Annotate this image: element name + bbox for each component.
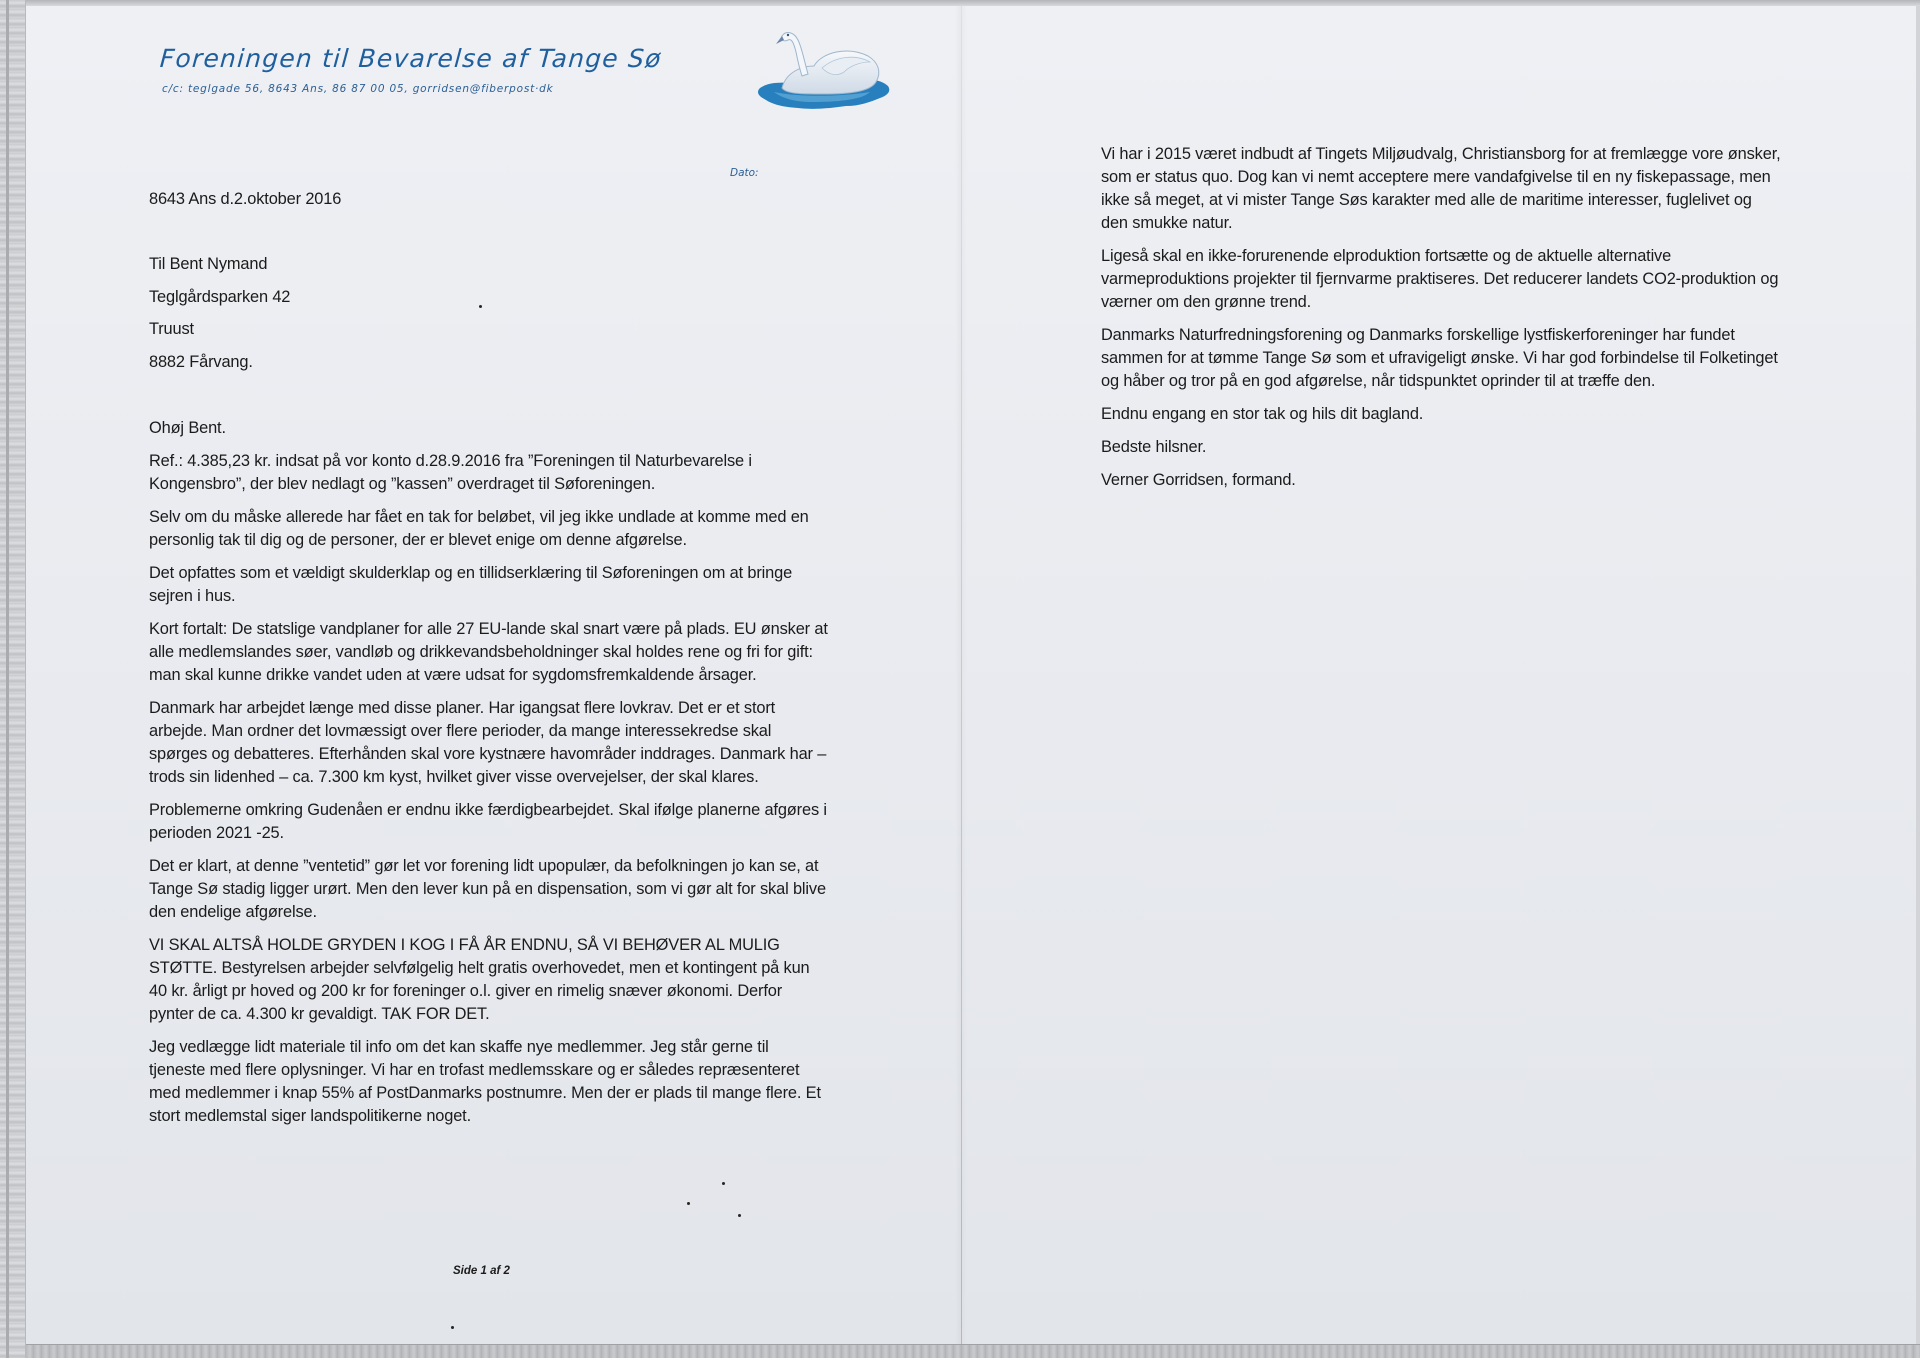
recipient-name: Til Bent Nymand <box>149 255 268 273</box>
letterhead-organization: Foreningen til Bevarelse af Tange Sø <box>158 44 663 73</box>
paragraph-members: Jeg vedlægge lidt materiale til info om det kan skaffe nye medlemmer. Jeg står gerne til tjeneste med flere oplysninger. Vi har en trofast medlemsskare og er således repræsenteret med medlemmer i knap 55% af PostDanmarks postnumre. Men der er plads til mange flere. Et stort medlemstal siger landspolitikerne noget. <box>149 1038 821 1125</box>
paragraph-thanks: Selv om du måske allerede har fået en tak for beløbet, vil jeg ikke undlade at komme med en personlig tak til dig og de personer, der er blevet enige om denne afgørelse. <box>149 508 809 549</box>
paragraph-energy: Ligeså skal en ikke-forurenende elproduktion fortsætte og de aktuelle alternative varmeproduktions projekter til fjernvarme praktiseres. Det reducerer landets CO2-produktion og værner om den grønne trend. <box>1101 247 1779 311</box>
sheet-bottom-edge <box>26 1344 1920 1358</box>
paragraph-opposition: Danmarks Naturfredningsforening og Danmarks forskellige lystfiskerforeninger har fundet sammen for at tømme Tange Sø som et ufravigeligt ønske. Vi har god forbindelse til Folketinget og håber og tror på en god afgørelse, når tidspunktet oprinder til at træffe den. <box>1101 326 1778 390</box>
scan-speck <box>738 1214 741 1217</box>
paragraph-eu-water-plans: Kort fortalt: De statslige vandplaner for alle 27 EU-lande skal snart være på plads. EU ønsker at alle medlemslandes søer, vandløb og drikkevandsbeholdninger skal holdes rene og fri for gift: man skal kunne drikke vandet uden at være udsat for sygdomsfremkaldende årsager. <box>149 620 828 684</box>
page-fold-line <box>961 6 962 1344</box>
recipient-locality: Truust <box>149 320 194 338</box>
letterhead-address: c/c: teglgade 56, 8643 Ans, 86 87 00 05, gorridsen@fiberpost·dk <box>162 83 554 95</box>
scan-speck <box>687 1202 690 1205</box>
salutation: Ohøj Bent. <box>149 419 226 437</box>
signature: Verner Gorridsen, formand. <box>1101 471 1296 489</box>
paragraph-support: VI SKAL ALTSÅ HOLDE GRYDEN I KOG I FÅ ÅR ENDNU, SÅ VI BEHØVER AL MULIG STØTTE. Bestyrelsen arbejder selvfølgelig helt gratis overhovedet, men et kontingent på kun 40 kr. årligt pr hoved og 200 kr for foreninger o.l. giver en rimelig snæver økonomi. Derfor pynter de ca. 4.300 kr gevaldigt. TAK FOR DET. <box>149 936 810 1023</box>
recipient-postal: 8882 Fårvang. <box>149 353 253 371</box>
paragraph-closing-thanks: Endnu engang en stor tak og hils dit bagland. <box>1101 405 1424 423</box>
swan-neck <box>781 33 808 76</box>
swan-icon <box>752 22 894 124</box>
scan-speck <box>722 1182 725 1185</box>
binding-edge <box>6 0 9 1358</box>
scan-speck <box>451 1326 454 1329</box>
paragraph-endorsement: Det opfattes som et vældigt skulderklap og en tillidserklæring til Søforeningen om at bringe sejren i hus. <box>149 564 793 605</box>
letter-body-right <box>1101 143 1781 502</box>
letter-body-left <box>149 450 829 1138</box>
recipient-street: Teglgårdsparken 42 <box>149 288 291 306</box>
place-and-date: 8643 Ans d.2.oktober 2016 <box>149 190 342 208</box>
sleeve-binding-strip <box>0 0 26 1358</box>
paragraph-waiting-time: Det er klart, at denne ”ventetid” gør let vor forening lidt upopulær, da befolkningen jo kan se, at Tange Sø stadig ligger urørt. Men den lever kun på en dispensation, som vi gør alt for skal blive den endelige afgørelse. <box>149 857 826 921</box>
paragraph-denmark-plans: Danmark har arbejdet længe med disse planer. Har igangsat flere lovkrav. Det er et stort arbejde. Man ordner det lovmæssigt over flere perioder, da mange interessekredse skal spørges og debatteres. Efterhånden skal vore kystnære havområder inddrages. Danmark har – trods sin lidenhed – ca. 7.300 km kyst, hvilket giver visse overvejelser, der skal klares. <box>149 699 827 786</box>
date-label: Dato: <box>730 167 759 179</box>
sheet-right-edge <box>1916 6 1920 1344</box>
page-number-footer: Side 1 af 2 <box>453 1265 510 1277</box>
scan-speck <box>479 305 482 308</box>
sheet-top-edge <box>26 0 1920 6</box>
swan-eye <box>787 34 789 36</box>
paragraph-reference: Ref.: 4.385,23 kr. indsat på vor konto d.28.9.2016 fra ”Foreningen til Naturbevarelse i Kongensbro”, der blev nedlagt og ”kassen” overdraget til Søforeningen. <box>149 452 752 493</box>
paragraph-gudenaa: Problemerne omkring Gudenåen er endnu ikke færdigbearbejdet. Skal ifølge planerne afgøres i perioden 2021 -25. <box>149 801 827 842</box>
paragraph-regards: Bedste hilsner. <box>1101 438 1207 456</box>
paragraph-parliament: Vi har i 2015 været indbudt af Tingets Miljøudvalg, Christiansborg for at fremlægge vore ønsker, som er status quo. Dog kan vi nemt acceptere mere vandafgivelse til en ny fiskepassage, men ikke så meget, at vi mister Tange Søs karakter med alle de maritime interesser, fuglelivet og den smukke natur. <box>1101 145 1781 232</box>
